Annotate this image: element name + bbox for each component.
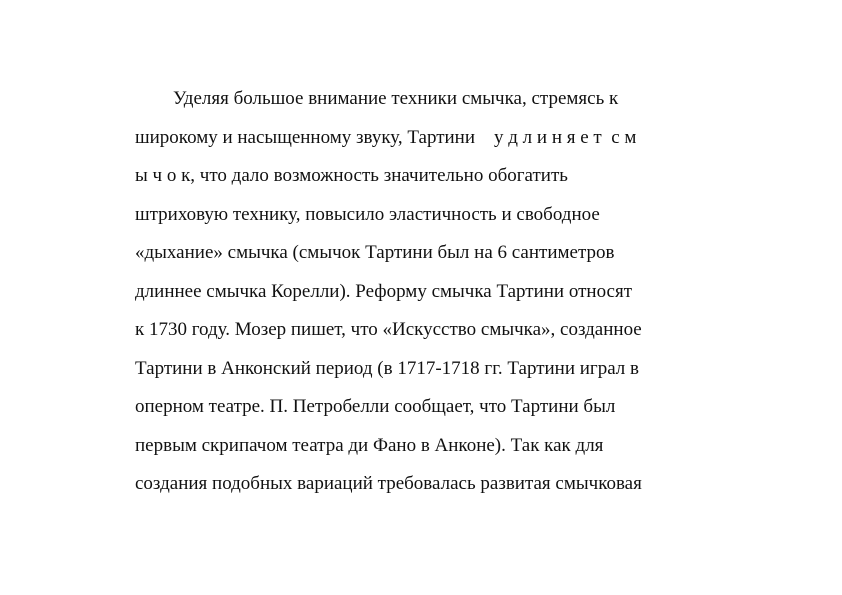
text-line: «дыхание» смычка (смычок Тартини был на 6 сантиметров xyxy=(135,242,615,263)
document-paragraph xyxy=(135,84,735,508)
text-line: широкому и насыщенному звуку, Тартини у д л и н я е т с м xyxy=(135,126,637,148)
text-line: создания подобных вариаций требовалась развитая смычковая xyxy=(135,473,642,494)
text-line: штриховую технику, повысило эластичность и свободное xyxy=(135,203,600,225)
text-line: Тартини в Анконский период (в 1717-1718 гг. Тартини играл в xyxy=(135,357,640,379)
text-line: к 1730 году. Мозер пишет, что «Искусство смычка», созданное xyxy=(135,319,642,340)
text-line: ы ч о к, что дало возможность значительно обогатить xyxy=(135,165,568,186)
text-line: оперном театре. П. Петробелли сообщает, что Тартини был xyxy=(135,396,616,417)
text-line: длиннее смычка Корелли). Реформу смычка Тартини относят xyxy=(135,280,633,302)
text-line: первым скрипачом театра ди Фано в Анконе). Так как для xyxy=(135,434,604,456)
text-line: Уделяя большое внимание техники смычка, стремясь к xyxy=(135,88,619,109)
